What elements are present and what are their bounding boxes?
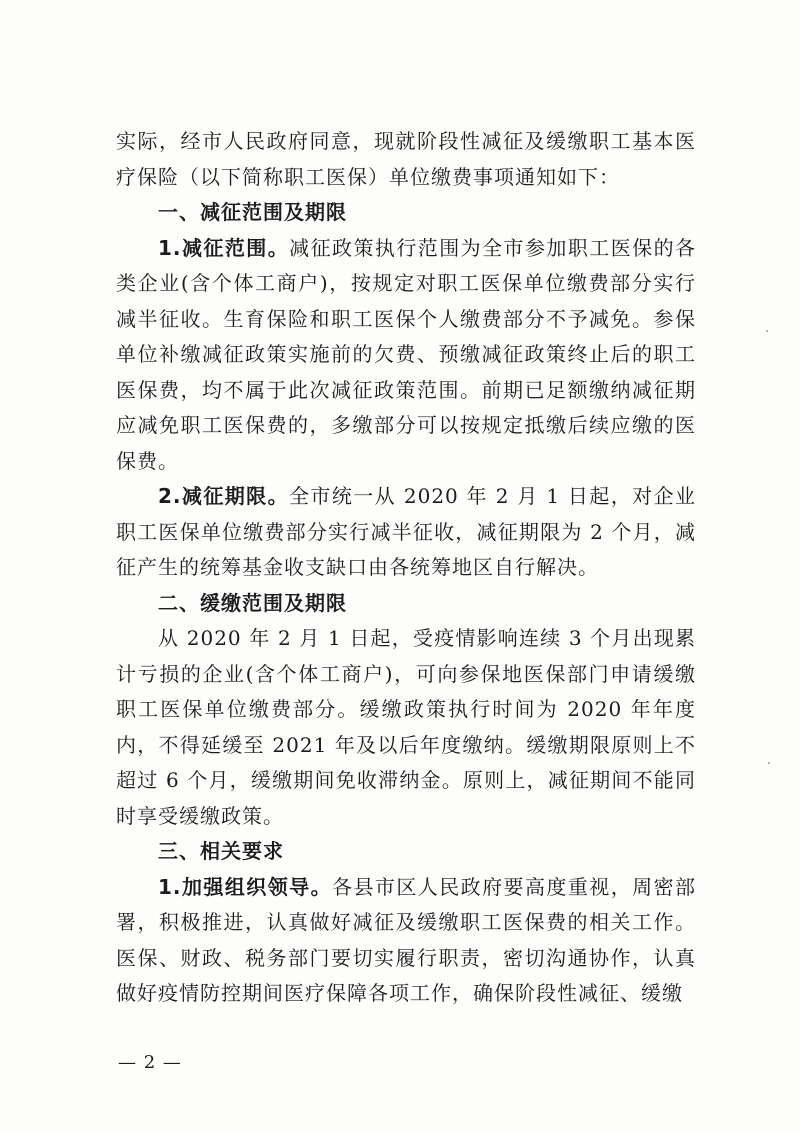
section-2-heading: 二、缓缴范围及期限: [158, 590, 347, 615]
item-text: 全市统一从 2020 年 2 月 1 日起，对企业职工医保单位缴费部分实行减半征收，减征期限为 2 个月，减征产生的统筹基金收支缺口由各统筹地区自行解决。: [116, 484, 696, 579]
intro-paragraph: 实际，经市人民政府同意，现就阶段性减征及缓缴职工基本医疗保险（以下简称职工医保）单位缴费事项通知如下：: [116, 129, 696, 189]
document-body: [116, 124, 696, 1012]
scan-speck: [766, 330, 768, 332]
scan-speck: [768, 762, 770, 764]
page-number: — 2 —: [118, 1052, 182, 1073]
item-label: 2.减征期限。: [158, 484, 290, 508]
section-3-item-1: [116, 870, 696, 1012]
item-label: 1.加强组织领导。: [158, 874, 333, 899]
section-2-paragraph: 从 2020 年 2 月 1 日起，受疫情影响连续 3 个月出现累计亏损的企业(含个体工商户)，可向参保地医保部门申请缓缴职工医保单位缴费部分。缓缴政策执行时间为 2020 年年度内，不得延缓至 2021 年及以后年度缴纳。缓缴期限原则上不超过 6 个月，缓缴期间免收滞纳金。原则上，减征期间不能同时享受缓缴政策。: [116, 626, 696, 828]
section-1-heading: 一、减征范围及期限: [158, 200, 347, 224]
item-label: 1.减征范围。: [158, 235, 290, 260]
item-text: 减征政策执行范围为全市参加职工医保的各类企业(含个体工商户)，按规定对职工医保单位缴费部分实行减半征收。生育保险和职工医保个人缴费部分不予减免。参保单位补缴减征政策实施前的欠费、预缴减征政策终止后的职工医保费，均不属于此次减征政策范围。前期已足额缴纳减征期应减免职工医保费的，多缴部分可以按规定抵缴后续应缴的医保费。: [116, 235, 697, 473]
section-1-item-1: [116, 231, 696, 480]
section-1-item-2: [116, 479, 696, 586]
section-3-heading: 三、相关要求: [158, 839, 284, 863]
item-text: 各县市区人民政府要高度重视，周密部署，积极推进，认真做好减征及缓缴职工医保费的相关工作。医保、财政、税务部门要切实履行职责，密切沟通协作，认真做好疫情防控期间医疗保障各项工作，确保阶段性减征、缓缴: [116, 874, 697, 1005]
